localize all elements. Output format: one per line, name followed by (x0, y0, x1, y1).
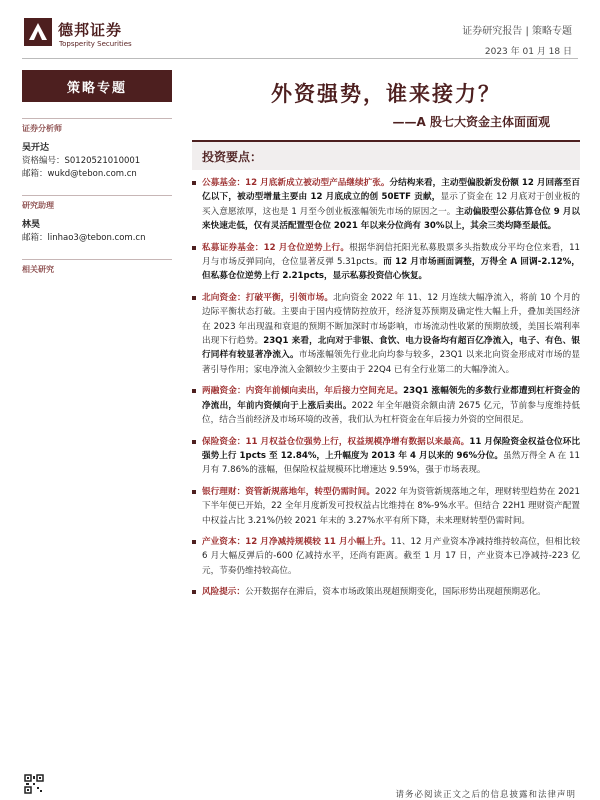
report-type: 证券研究报告 | 策略专题 (462, 26, 572, 37)
bullet-icon (192, 590, 196, 594)
point-lead: 产业资本：12 月净减持规模较 11 月小幅上升。 (202, 536, 391, 547)
bullet-icon (192, 389, 196, 393)
point-lead: 风险提示： (202, 587, 245, 598)
assistant-section-title: 研究助理 (22, 201, 54, 210)
main-content (192, 70, 580, 607)
point-strong: 23Q1 来看，北向对于非银、食饮、电力设备均有超百亿净流入，电子、有色、银行同样有较显著净流入。 (202, 336, 580, 361)
report-date: 2023 年 01 月 18 日 (484, 47, 572, 57)
list-item (192, 585, 580, 599)
analyst-cert: 资格编号：S0120521010001 (22, 156, 141, 166)
point-strong: 11 月保险资金权益仓位环比强势上行 1pcts 至 12.84%，上升幅度为 2013 年 4 月以来的 96%分位。 (202, 436, 581, 461)
bullet-icon (192, 181, 196, 185)
point-text: 11、12 月产业资本净减持维持较高位，但相比较 6 月大幅反弹后的-600 亿减持水平，还尚有距离。截至 1 月 17 日，产业资本已净减持-223 亿元，节奏仍维持较高位。 (202, 536, 580, 576)
key-points-list (192, 176, 580, 600)
analyst-email[interactable]: 邮箱：wukd@tebon.com.cn (22, 169, 137, 179)
point-text: 北向资金 2022 年 11、12 月连续大幅净流入，将前 10 个月的边际平衡状态打破。主要由于国内疫情防控放开，经济复苏预期及确定性大幅上升，叠加美国经济在 2023 年出现温和衰退的预期不断加深时市场影响，市场流动性收紧的预期放缓，美国长端利率出现下行趋势。 (202, 292, 580, 347)
bullet-icon (192, 296, 196, 300)
list-item (192, 384, 580, 427)
point-lead: 公募基金：12 月底新成立被动型产品继续扩张。 (202, 178, 390, 188)
list-item (192, 485, 580, 528)
point-text: 2022 年为资管新规落地之年，理财转型趋势在 2021 下半年便已开始，22 全年月度新发可投权益占比维持在 8%-9%水平。但结合 22H1 理财资产配置中权益占比 3.21%仍较 2021 年末的 3.27%水平有所下降，未来理财转型仍需时间。 (202, 486, 580, 526)
list-item (192, 435, 580, 478)
bullet-icon (192, 540, 196, 544)
brand-logo-icon (24, 18, 52, 46)
point-text: 虽然万得全 A 在 11 月有 7.86%的涨幅，但保险权益规模环比增速达 9.59%，强于市场表现。 (202, 450, 580, 476)
brand-name-en: Topsperity Securities (59, 40, 132, 48)
list-item (192, 291, 580, 377)
related-research-section (22, 259, 172, 275)
bullet-icon (192, 490, 196, 494)
point-text: 根据华润信托阳光私募股票多头指数成分平均仓位来看，11 月与市场反弹同向，仓位显著反弹 5.31pcts。 (202, 242, 581, 268)
point-text: 市场涨幅领先行业北向均参与较多，23Q1 以来北向资金形成对市场的显著引导作用；家电净流入金额较少主要由于 22Q4 已有全行业第二的大幅净流入。 (202, 350, 580, 375)
assistant-name: 林昊 (22, 220, 41, 230)
brand-name-cn: 德邦证券 (58, 21, 123, 39)
point-text: 公开数据存在滞后，资本市场政策出现超预期变化，国际形势出现超预期恶化。 (244, 587, 546, 598)
point-text: 2022 年全年融资余额由清 2675 亿元，节前参与度维持低位，结合当前经济及市场环境的改善，我们认为杠杆资金在年后接力外资的空间很足。 (202, 400, 580, 426)
assistant-section (22, 195, 172, 245)
analyst-section (22, 118, 172, 181)
point-lead: 北向资金：打破平衡，引领市场。 (202, 292, 334, 303)
analyst-name: 吴开达 (22, 143, 50, 153)
list-item (192, 535, 580, 578)
list-item (192, 176, 580, 234)
disclaimer-notice: 请务必阅读正文之后的信息披露和法律声明 (395, 790, 576, 800)
header-divider (22, 58, 578, 59)
key-points-header: 投资要点： (192, 140, 580, 170)
report-title: 外资强势，谁来接力？ (271, 82, 501, 106)
sidebar (22, 70, 172, 281)
related-research-title: 相关研究 (22, 265, 54, 274)
qr-code-icon (24, 774, 44, 794)
list-item (192, 241, 580, 284)
point-strong: 主动偏股型公募估算仓位 9 月以来快速走低，仅有灵活配置型仓位 2021 年以来分位尚有 30%以上，其余三类均降至最低。 (202, 206, 580, 232)
point-lead: 银行理财：资管新规落地年，转型仍需时间。 (202, 486, 375, 497)
point-strong: 分结构来看，主动型偏股新发份额 12 月回落至百亿以下，被动型增量主要由 12 月底成立的创 50ETF 贡献， (202, 178, 580, 203)
report-subtitle: ——A 股七大资金主体面面观 (392, 115, 550, 129)
report-category-tag: 策略专题 (22, 70, 172, 102)
point-lead: 保险资金：11 月权益仓位强势上行，权益规模净增有数据以来最高。 (202, 436, 470, 447)
point-text: 显示了资金在 12 月底对于创业板的买入意愿浓厚，这也是 1 月至今创业板涨幅领先市场的原因之一。 (202, 192, 580, 217)
assistant-email[interactable]: 邮箱：linhao3@tebon.com.cn (22, 233, 146, 243)
point-lead: 两融资金：内资年前倾向卖出，年后接力空间充足。 (202, 386, 404, 397)
report-header (0, 0, 600, 62)
point-lead: 私募证券基金：12 月仓位逆势上行。 (202, 242, 350, 253)
analyst-section-title: 证券分析师 (22, 124, 62, 133)
bullet-icon (192, 440, 196, 444)
point-strong: 23Q1 涨幅领先的多数行业都遭到杠杆资金的净流出，年前内资倾向于上涨后卖出。 (202, 386, 580, 411)
bullet-icon (192, 246, 196, 250)
point-strong: 而 12 月市场画面调整，万得全 A 回调-2.12%，但私募仓位逆势上行 2.21pcts，显示私募投资信心恢复。 (202, 257, 580, 282)
